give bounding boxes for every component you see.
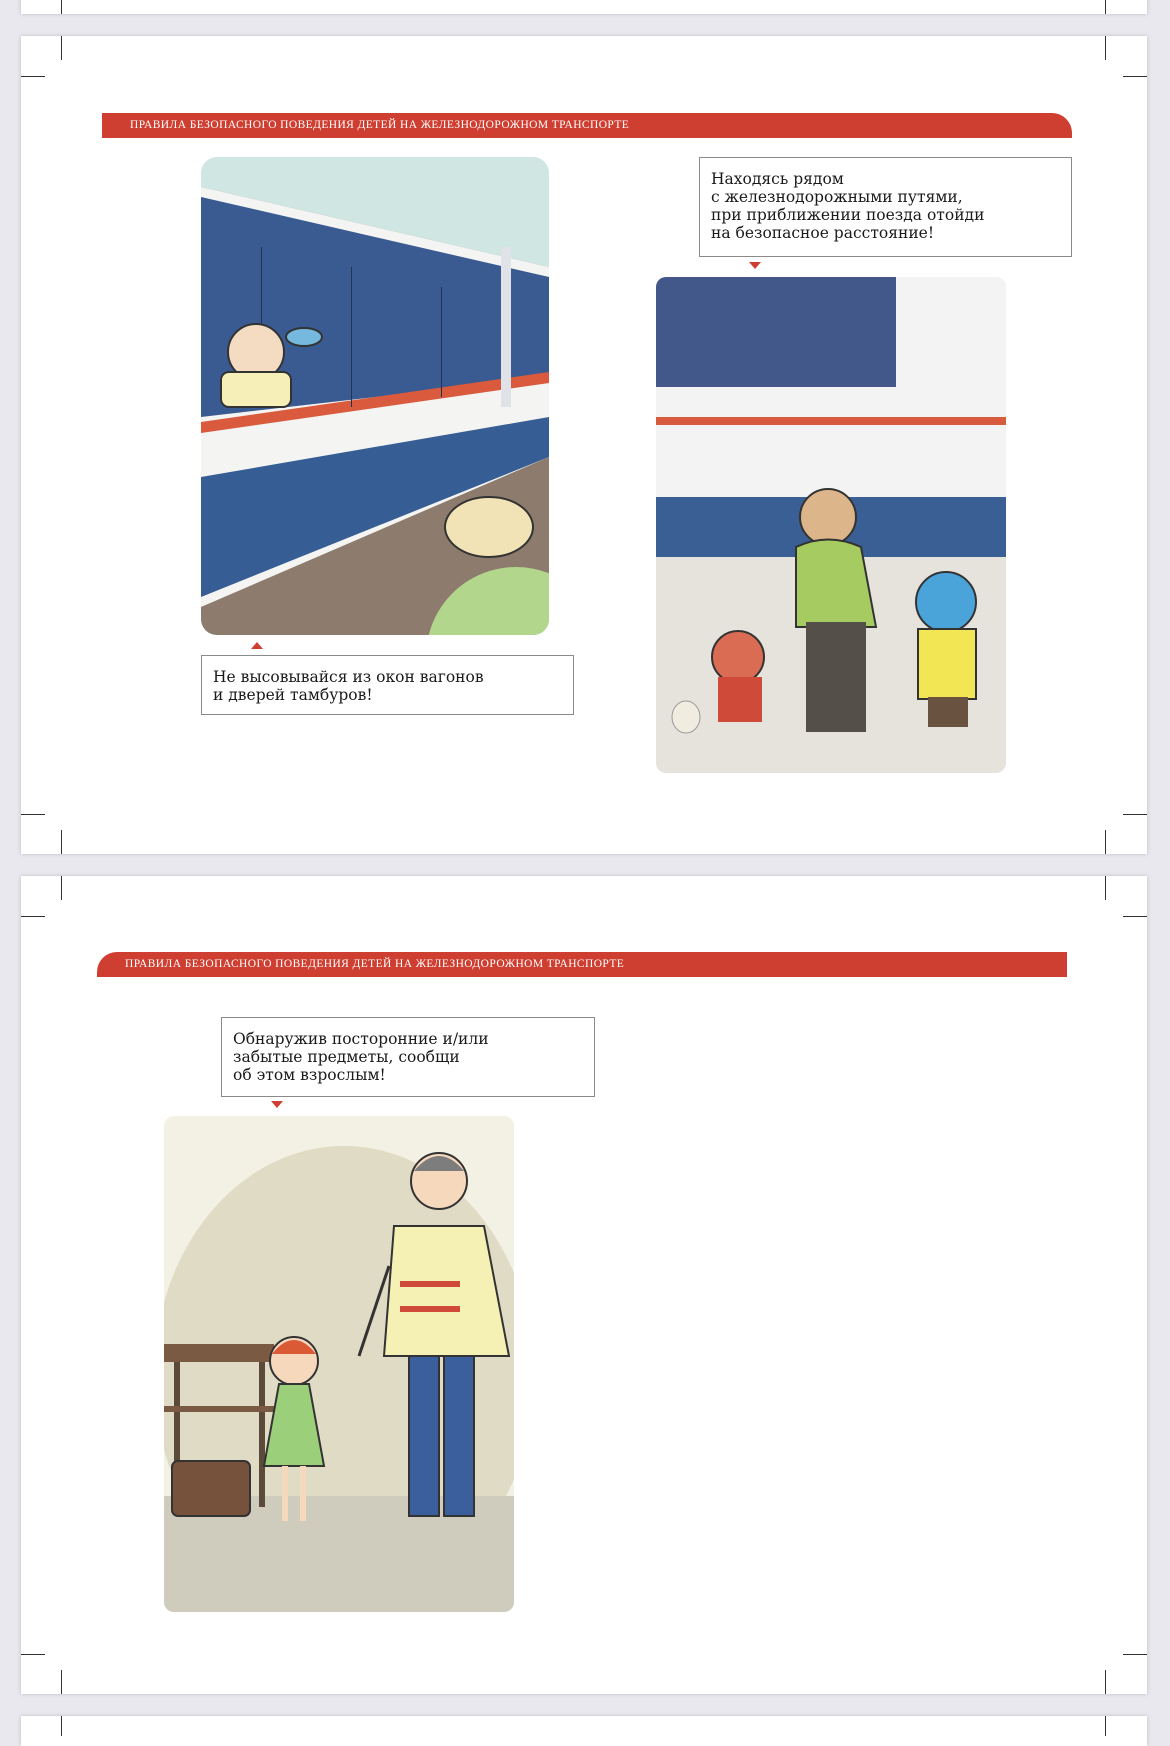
- page-header-band: ПРАВИЛА БЕЗОПАСНОГО ПОВЕДЕНИЯ ДЕТЕЙ НА ЖЕЛЕЗНОДОРОЖНОМ ТРАНСПОРТЕ: [97, 952, 1067, 977]
- crop-mark: [1105, 36, 1106, 60]
- crop-mark: [61, 0, 62, 14]
- crop-mark: [1105, 876, 1106, 900]
- caption-pointer: [749, 262, 761, 269]
- document-page-1: [21, 36, 1147, 854]
- caption-box: Находясь рядом с железнодорожными путями, при приближении поезда отойди на безопасное расстояние!: [699, 157, 1072, 257]
- crop-mark: [1105, 1716, 1106, 1736]
- crop-mark: [61, 1716, 62, 1736]
- page-header-band: ПРАВИЛА БЕЗОПАСНОГО ПОВЕДЕНИЯ ДЕТЕЙ НА ЖЕЛЕЗНОДОРОЖНОМ ТРАНСПОРТЕ: [102, 113, 1072, 138]
- crop-mark: [1105, 0, 1106, 14]
- caption-box: Не высовывайся из окон вагонов и дверей тамбуров!: [201, 655, 574, 715]
- crop-mark: [21, 916, 45, 917]
- document-page-partial-top: [21, 0, 1147, 14]
- crop-mark: [21, 814, 45, 815]
- crop-mark: [1123, 1654, 1147, 1655]
- crop-mark: [1123, 814, 1147, 815]
- crop-mark: [1105, 1670, 1106, 1694]
- crop-mark: [61, 1670, 62, 1694]
- caption-box: Обнаружив посторонние и/или забытые предметы, сообщи об этом взрослым!: [221, 1017, 595, 1097]
- crop-mark: [21, 1654, 45, 1655]
- document-page-2: [21, 876, 1147, 1694]
- crop-mark: [1123, 76, 1147, 77]
- illustration-child-adult-suitcase: [164, 1116, 514, 1612]
- crop-mark: [61, 36, 62, 60]
- crop-mark: [21, 76, 45, 77]
- document-page-partial-bottom: [21, 1716, 1147, 1746]
- caption-pointer: [251, 642, 263, 649]
- illustration-family-platform: [656, 277, 1006, 773]
- caption-pointer: [271, 1101, 283, 1108]
- crop-mark: [61, 876, 62, 900]
- crop-mark: [61, 830, 62, 854]
- illustration-train-window: [201, 157, 549, 635]
- crop-mark: [1123, 916, 1147, 917]
- crop-mark: [1105, 830, 1106, 854]
